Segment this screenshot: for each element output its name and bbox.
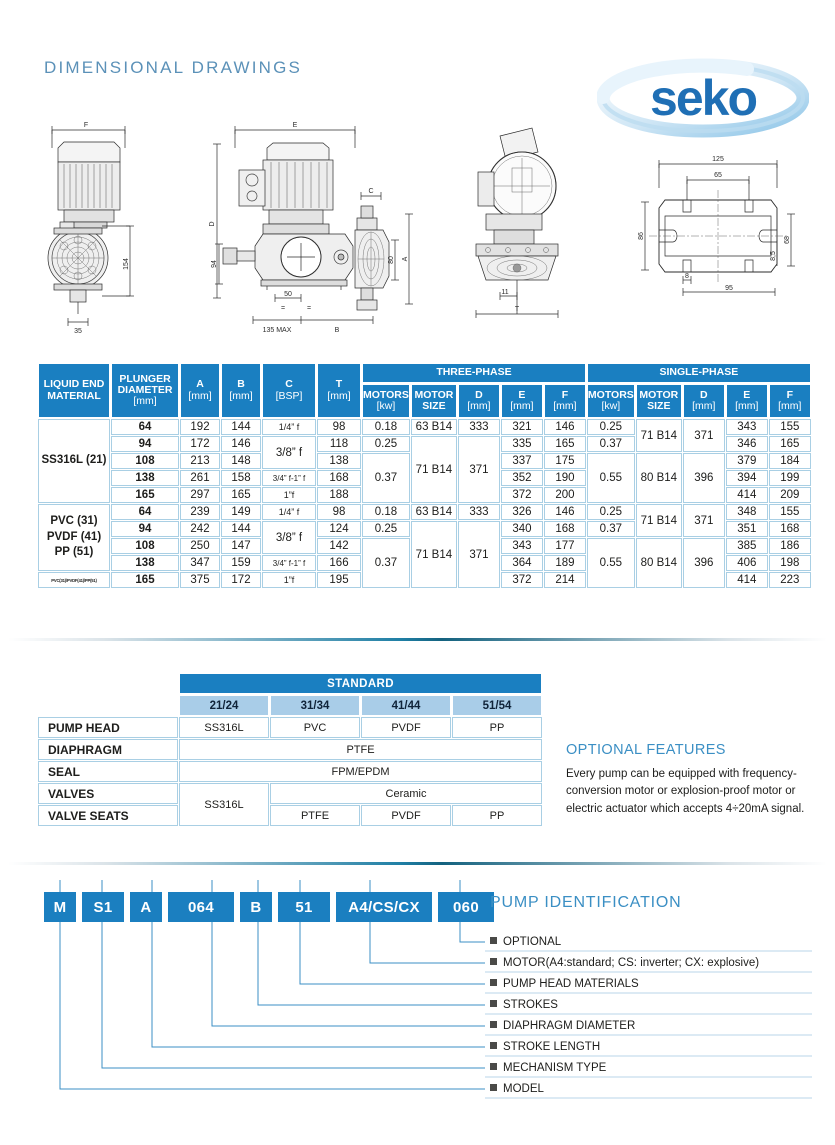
table-row bbox=[38, 419, 811, 435]
cell-d-3ph: 371 bbox=[458, 521, 500, 588]
cell-b: 147 bbox=[221, 538, 261, 554]
legend-item-stroke-length bbox=[490, 1041, 600, 1053]
row-label-seal: SEAL bbox=[38, 761, 178, 782]
table-row bbox=[38, 761, 542, 782]
header-e-1ph-text: E bbox=[743, 388, 751, 401]
header-t bbox=[317, 363, 361, 418]
header-f-1ph-unit: [mm] bbox=[778, 400, 802, 412]
code-block-strokes[interactable]: B bbox=[240, 892, 272, 922]
cell-d-1ph: 396 bbox=[683, 538, 725, 588]
cell-motor-size-1ph: 71 B14 bbox=[636, 504, 682, 537]
svg-text:95: 95 bbox=[725, 285, 733, 292]
cell-material-group-2-last: PVC(31)/PVDF(41)/PP(51) bbox=[38, 572, 110, 588]
bullet-square-icon bbox=[490, 1063, 497, 1070]
cell-c: 3/4” f-1” f bbox=[262, 470, 316, 486]
header-d-3ph-text: D bbox=[475, 388, 483, 401]
header-c bbox=[262, 363, 316, 418]
cell-f-1ph: 199 bbox=[769, 470, 811, 486]
cell-motor-size-3ph: 63 B14 bbox=[411, 504, 457, 520]
cell-e-3ph: 343 bbox=[501, 538, 543, 554]
legend-text-stroke-length: STROKE LENGTH bbox=[503, 1041, 601, 1053]
header-standard: STANDARD bbox=[179, 673, 542, 694]
cell-f-3ph: 165 bbox=[544, 436, 586, 452]
cell-a: 239 bbox=[180, 504, 220, 520]
code-block-diaphragm-diameter[interactable]: 064 bbox=[168, 892, 234, 922]
header-t-unit: [mm] bbox=[327, 389, 351, 402]
header-motor-size-3ph: MOTOR SIZE bbox=[411, 384, 457, 418]
cell-t: 168 bbox=[317, 470, 361, 486]
cell-f-1ph: 186 bbox=[769, 538, 811, 554]
legend-text-model: MODEL bbox=[503, 1083, 544, 1095]
cell-c: 1”f bbox=[262, 487, 316, 503]
cell-seal-all: FPM/EPDM bbox=[179, 761, 542, 782]
legend-item-model bbox=[490, 1083, 544, 1095]
legend-item-mechanism-type bbox=[490, 1062, 606, 1074]
header-d-1ph-text: D bbox=[700, 388, 708, 401]
cell-b: 165 bbox=[221, 487, 261, 503]
header-motors-3ph-unit: [kw] bbox=[376, 400, 396, 412]
cell-motor-size-1ph: 80 B14 bbox=[636, 453, 682, 503]
cell-f-3ph: 146 bbox=[544, 504, 586, 520]
code-block-optional[interactable]: 060 bbox=[438, 892, 494, 922]
cell-e-1ph: 343 bbox=[726, 419, 768, 435]
header-motors-1ph-unit: [kw] bbox=[601, 400, 621, 412]
header-plunger-diameter bbox=[111, 363, 179, 418]
cell-b: 148 bbox=[221, 453, 261, 469]
header-b bbox=[221, 363, 261, 418]
svg-text:11: 11 bbox=[501, 289, 509, 296]
cell-valve-seats-4144: PVDF bbox=[361, 805, 451, 826]
header-b-unit: [mm] bbox=[229, 389, 253, 402]
code-block-stroke-length[interactable]: A bbox=[130, 892, 162, 922]
header-e-3ph-unit: [mm] bbox=[510, 400, 534, 412]
legend-item-optional bbox=[490, 936, 561, 948]
cell-f-3ph: 214 bbox=[544, 572, 586, 588]
svg-text:68: 68 bbox=[784, 236, 791, 244]
svg-text:seko: seko bbox=[650, 70, 756, 126]
header-a-unit: [mm] bbox=[188, 389, 212, 402]
cell-pump-head-3134: PVC bbox=[270, 717, 360, 738]
cell-t: 124 bbox=[317, 521, 361, 537]
header-f-1ph bbox=[769, 384, 811, 418]
legend-item-strokes bbox=[490, 999, 558, 1011]
cell-motor-size-3ph: 71 B14 bbox=[411, 521, 457, 588]
header-f-3ph-text: F bbox=[561, 388, 569, 401]
bullet-square-icon bbox=[490, 979, 497, 986]
cell-b: 172 bbox=[221, 572, 261, 588]
row-label-valves: VALVES bbox=[38, 783, 178, 804]
svg-text:94: 94 bbox=[211, 260, 218, 268]
cell-f-3ph: 189 bbox=[544, 555, 586, 571]
cell-f-3ph: 190 bbox=[544, 470, 586, 486]
header-plunger-unit: [mm] bbox=[133, 395, 157, 408]
cell-f-1ph: 155 bbox=[769, 504, 811, 520]
legend-item-pump-head-materials bbox=[490, 978, 639, 990]
cell-a: 192 bbox=[180, 419, 220, 435]
cell-t: 195 bbox=[317, 572, 361, 588]
svg-text:8: 8 bbox=[685, 273, 689, 280]
cell-a: 250 bbox=[180, 538, 220, 554]
legend-text-strokes: STROKES bbox=[503, 999, 558, 1011]
cell-plunger-diameter: 165 bbox=[111, 572, 179, 588]
cell-motors-1ph: 0.37 bbox=[587, 521, 635, 537]
header-d-3ph-unit: [mm] bbox=[467, 400, 491, 412]
header-plunger-diameter-text: PLUNGER DIAMETER bbox=[117, 372, 173, 396]
cell-e-1ph: 379 bbox=[726, 453, 768, 469]
table-row bbox=[38, 783, 542, 804]
cell-e-3ph: 335 bbox=[501, 436, 543, 452]
cell-a: 172 bbox=[180, 436, 220, 452]
cell-a: 261 bbox=[180, 470, 220, 486]
cell-f-1ph: 198 bbox=[769, 555, 811, 571]
bullet-square-icon bbox=[490, 937, 497, 944]
cell-b: 158 bbox=[221, 470, 261, 486]
cell-t: 98 bbox=[317, 419, 361, 435]
legend-text-pump-head-materials: PUMP HEAD MATERIALS bbox=[503, 978, 639, 990]
cell-c: 3/4” f-1” f bbox=[262, 555, 316, 571]
cell-d-3ph: 333 bbox=[458, 504, 500, 520]
standard-columns-row bbox=[38, 695, 542, 716]
cell-material-group-1: SS316L (21) bbox=[38, 419, 110, 503]
cell-f-1ph: 209 bbox=[769, 487, 811, 503]
cell-plunger-diameter: 108 bbox=[111, 453, 179, 469]
section-divider-2 bbox=[8, 862, 827, 865]
svg-text:C: C bbox=[368, 188, 374, 195]
cell-valves-ceramic: Ceramic bbox=[270, 783, 542, 804]
header-e-1ph-unit: [mm] bbox=[735, 400, 759, 412]
legend-item-motor bbox=[490, 957, 759, 969]
cell-e-1ph: 394 bbox=[726, 470, 768, 486]
header-motor-size-1ph: MOTOR SIZE bbox=[636, 384, 682, 418]
cell-e-3ph: 352 bbox=[501, 470, 543, 486]
code-block-pump-head-materials[interactable]: 51 bbox=[278, 892, 330, 922]
table-row bbox=[38, 805, 542, 826]
bullet-square-icon bbox=[490, 1084, 497, 1091]
cell-motor-size-3ph: 63 B14 bbox=[411, 419, 457, 435]
table-row bbox=[38, 739, 542, 760]
svg-text:35: 35 bbox=[74, 328, 82, 335]
spacer-cell bbox=[38, 673, 178, 694]
cell-f-3ph: 177 bbox=[544, 538, 586, 554]
cell-e-1ph: 348 bbox=[726, 504, 768, 520]
table-row bbox=[38, 504, 811, 520]
cell-motors-3ph: 0.25 bbox=[362, 521, 410, 537]
legend-text-mechanism-type: MECHANISM TYPE bbox=[503, 1062, 607, 1074]
header-c-unit: [BSP] bbox=[275, 389, 303, 402]
svg-text:=: = bbox=[306, 305, 312, 312]
cell-e-3ph: 372 bbox=[501, 572, 543, 588]
cell-a: 375 bbox=[180, 572, 220, 588]
cell-f-1ph: 223 bbox=[769, 572, 811, 588]
cell-c: 1/4” f bbox=[262, 504, 316, 520]
table-row bbox=[38, 717, 542, 738]
svg-text:135 MAX: 135 MAX bbox=[262, 327, 292, 334]
header-col-3134: 31/34 bbox=[270, 695, 360, 716]
header-col-2124: 21/24 bbox=[179, 695, 269, 716]
svg-text:=: = bbox=[280, 305, 286, 312]
cell-b: 159 bbox=[221, 555, 261, 571]
spacer-cell bbox=[38, 695, 178, 716]
row-label-pump-head: PUMP HEAD bbox=[38, 717, 178, 738]
cell-plunger-diameter: 138 bbox=[111, 470, 179, 486]
cell-motor-size-1ph: 71 B14 bbox=[636, 419, 682, 452]
cell-pump-head-2124: SS316L bbox=[179, 717, 269, 738]
svg-text:80: 80 bbox=[388, 256, 395, 264]
cell-f-3ph: 146 bbox=[544, 419, 586, 435]
cell-pump-head-5154: PP bbox=[452, 717, 542, 738]
standard-title-row bbox=[38, 673, 542, 694]
cell-e-3ph: 364 bbox=[501, 555, 543, 571]
cell-plunger-diameter: 64 bbox=[111, 419, 179, 435]
cell-motors-1ph: 0.37 bbox=[587, 436, 635, 452]
cell-e-3ph: 337 bbox=[501, 453, 543, 469]
cell-c: 1/4” f bbox=[262, 419, 316, 435]
cell-t: 166 bbox=[317, 555, 361, 571]
cell-d-1ph: 396 bbox=[683, 453, 725, 503]
header-f-3ph bbox=[544, 384, 586, 418]
drawing-front-view bbox=[48, 122, 134, 335]
row-label-diaphragm: DIAPHRAGM bbox=[38, 739, 178, 760]
code-block-mechanism-type[interactable]: S1 bbox=[82, 892, 124, 922]
dimension-table bbox=[37, 362, 812, 589]
section-divider-1 bbox=[8, 638, 827, 641]
svg-text:125: 125 bbox=[712, 156, 724, 163]
header-col-5154: 51/54 bbox=[452, 695, 542, 716]
svg-text:F: F bbox=[83, 122, 89, 129]
header-col-4144: 41/44 bbox=[361, 695, 451, 716]
cell-valves-2124: SS316L bbox=[179, 783, 269, 826]
code-block-model[interactable]: M bbox=[44, 892, 76, 922]
pump-identification-section bbox=[30, 880, 820, 1130]
cell-motors-1ph: 0.55 bbox=[587, 453, 635, 503]
cell-f-1ph: 155 bbox=[769, 419, 811, 435]
cell-d-3ph: 371 bbox=[458, 436, 500, 503]
cell-material-group-2: PVC (31) PVDF (41) PP (51) bbox=[38, 504, 110, 571]
cell-b: 146 bbox=[221, 436, 261, 452]
cell-motor-size-3ph: 71 B14 bbox=[411, 436, 457, 503]
cell-t: 98 bbox=[317, 504, 361, 520]
svg-text:B: B bbox=[334, 327, 340, 334]
cell-motors-1ph: 0.25 bbox=[587, 419, 635, 435]
header-e-3ph-text: E bbox=[518, 388, 526, 401]
header-f-3ph-unit: [mm] bbox=[553, 400, 577, 412]
cell-plunger-diameter: 165 bbox=[111, 487, 179, 503]
cell-b: 144 bbox=[221, 521, 261, 537]
optional-features-body: Every pump can be equipped with frequency-conversion motor or explosion-proof motor or electric actuator which accepts 4÷20mA signal. bbox=[566, 768, 805, 815]
header-motors-3ph-text: MOTORS bbox=[363, 388, 409, 401]
header-motors-1ph-text: MOTORS bbox=[587, 388, 634, 401]
drawing-rear-view bbox=[476, 128, 558, 318]
cell-a: 297 bbox=[180, 487, 220, 503]
header-a-text: A bbox=[196, 378, 204, 391]
drawing-side-view bbox=[209, 122, 413, 334]
cell-f-1ph: 165 bbox=[769, 436, 811, 452]
cell-e-3ph: 340 bbox=[501, 521, 543, 537]
cell-motors-3ph: 0.18 bbox=[362, 504, 410, 520]
cell-t: 118 bbox=[317, 436, 361, 452]
page-title: DIMENSIONAL DRAWINGS bbox=[44, 58, 303, 77]
cell-e-1ph: 414 bbox=[726, 572, 768, 588]
header-motors-3ph bbox=[362, 384, 410, 418]
cell-motors-3ph: 0.37 bbox=[362, 453, 410, 503]
header-liquid-end-material: LIQUID END MATERIAL bbox=[38, 363, 110, 418]
cell-a: 242 bbox=[180, 521, 220, 537]
header-e-1ph bbox=[726, 384, 768, 418]
legend-text-motor: MOTOR(A4:standard; CS: inverter; CX: explosive) bbox=[503, 957, 760, 969]
cell-motors-3ph: 0.18 bbox=[362, 419, 410, 435]
header-a bbox=[180, 363, 220, 418]
cell-valve-seats-5154: PP bbox=[452, 805, 542, 826]
cell-f-1ph: 184 bbox=[769, 453, 811, 469]
cell-pump-head-4144: PVDF bbox=[361, 717, 451, 738]
header-motors-1ph bbox=[587, 384, 635, 418]
header-d-1ph-unit: [mm] bbox=[692, 400, 716, 412]
bullet-square-icon bbox=[490, 1042, 497, 1049]
cell-a: 347 bbox=[180, 555, 220, 571]
cell-b: 144 bbox=[221, 419, 261, 435]
cell-e-1ph: 351 bbox=[726, 521, 768, 537]
optional-features-title: OPTIONAL FEATURES bbox=[566, 742, 726, 758]
cell-d-1ph: 371 bbox=[683, 504, 725, 537]
cell-f-3ph: 200 bbox=[544, 487, 586, 503]
header-single-phase: SINGLE-PHASE bbox=[587, 363, 811, 383]
header-d-1ph bbox=[683, 384, 725, 418]
cell-t: 142 bbox=[317, 538, 361, 554]
svg-text:65: 65 bbox=[714, 172, 722, 179]
cell-c: 3/8” f bbox=[262, 436, 316, 469]
cell-e-1ph: 346 bbox=[726, 436, 768, 452]
legend-text-diaphragm-diameter: DIAPHRAGM DIAMETER bbox=[503, 1020, 636, 1032]
cell-c: 1”f bbox=[262, 572, 316, 588]
cell-plunger-diameter: 138 bbox=[111, 555, 179, 571]
cell-d-3ph: 333 bbox=[458, 419, 500, 435]
dimensional-drawings bbox=[30, 118, 820, 353]
cell-d-1ph: 371 bbox=[683, 419, 725, 452]
legend-item-diaphragm-diameter bbox=[490, 1020, 635, 1032]
cell-valve-seats-3134: PTFE bbox=[270, 805, 360, 826]
cell-b: 149 bbox=[221, 504, 261, 520]
bullet-square-icon bbox=[490, 958, 497, 965]
cell-motors-3ph: 0.37 bbox=[362, 538, 410, 588]
cell-f-3ph: 175 bbox=[544, 453, 586, 469]
cell-plunger-diameter: 108 bbox=[111, 538, 179, 554]
svg-text:8,5: 8,5 bbox=[770, 251, 777, 261]
header-d-3ph bbox=[458, 384, 500, 418]
cell-e-3ph: 321 bbox=[501, 419, 543, 435]
cell-t: 188 bbox=[317, 487, 361, 503]
cell-c: 3/8” f bbox=[262, 521, 316, 554]
pump-identification-title: PUMP IDENTIFICATION bbox=[490, 894, 682, 911]
bullet-square-icon bbox=[490, 1021, 497, 1028]
code-block-motor[interactable]: A4/CS/CX bbox=[336, 892, 432, 922]
cell-f-1ph: 168 bbox=[769, 521, 811, 537]
drawing-base-plate bbox=[638, 156, 795, 296]
cell-e-1ph: 414 bbox=[726, 487, 768, 503]
header-f-1ph-text: F bbox=[786, 388, 794, 401]
header-t-text: T bbox=[335, 378, 343, 391]
cell-a: 213 bbox=[180, 453, 220, 469]
cell-motors-1ph: 0.55 bbox=[587, 538, 635, 588]
standard-materials-table bbox=[37, 672, 543, 827]
cell-e-1ph: 385 bbox=[726, 538, 768, 554]
svg-text:E: E bbox=[292, 122, 298, 129]
svg-text:T: T bbox=[514, 306, 520, 313]
legend-text-optional: OPTIONAL bbox=[503, 936, 562, 948]
svg-text:86: 86 bbox=[638, 232, 645, 240]
svg-text:154: 154 bbox=[123, 258, 130, 270]
row-label-valve-seats: VALVE SEATS bbox=[38, 805, 178, 826]
table-header-row-1 bbox=[38, 363, 811, 383]
cell-t: 138 bbox=[317, 453, 361, 469]
cell-plunger-diameter: 64 bbox=[111, 504, 179, 520]
cell-motor-size-1ph: 80 B14 bbox=[636, 538, 682, 588]
svg-text:D: D bbox=[209, 221, 216, 227]
cell-diaphragm-all: PTFE bbox=[179, 739, 542, 760]
cell-motors-3ph: 0.25 bbox=[362, 436, 410, 452]
dimension-table-body bbox=[38, 419, 811, 588]
header-b-text: B bbox=[237, 378, 245, 391]
cell-plunger-diameter: 94 bbox=[111, 521, 179, 537]
header-three-phase: THREE-PHASE bbox=[362, 363, 586, 383]
header-e-3ph bbox=[501, 384, 543, 418]
cell-e-3ph: 372 bbox=[501, 487, 543, 503]
cell-e-1ph: 406 bbox=[726, 555, 768, 571]
bullet-square-icon bbox=[490, 1000, 497, 1007]
cell-f-3ph: 168 bbox=[544, 521, 586, 537]
cell-plunger-diameter: 94 bbox=[111, 436, 179, 452]
cell-motors-1ph: 0.25 bbox=[587, 504, 635, 520]
header-c-text: C bbox=[285, 378, 293, 391]
cell-e-3ph: 326 bbox=[501, 504, 543, 520]
svg-text:50: 50 bbox=[284, 291, 292, 298]
svg-text:A: A bbox=[402, 256, 409, 262]
